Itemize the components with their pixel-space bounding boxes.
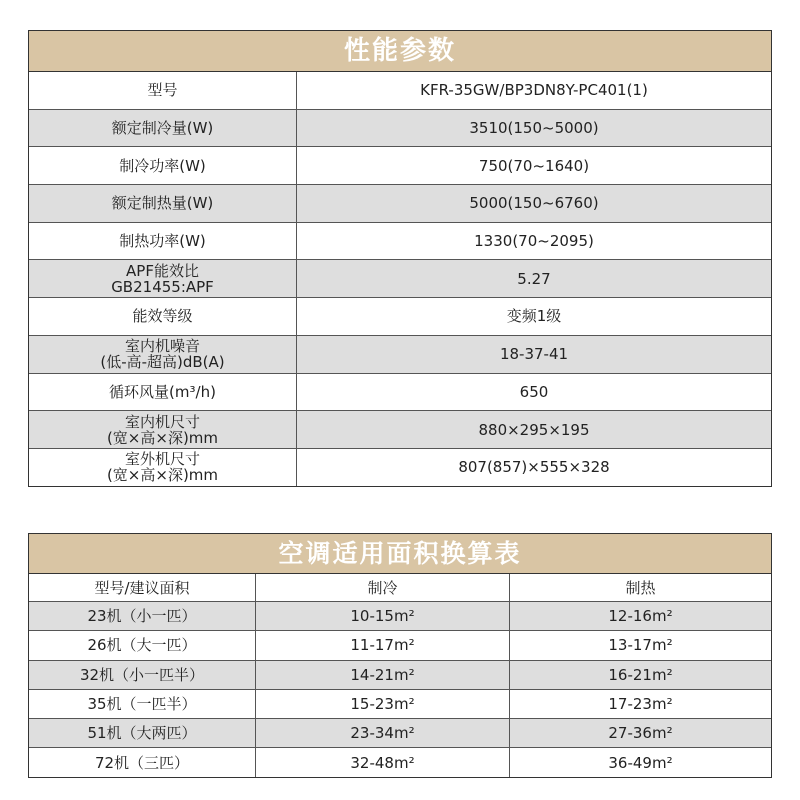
spec-table <box>28 30 772 487</box>
spec-value: KFR-35GW/BP3DN8Y-PC401(1) <box>420 81 648 100</box>
spec-label: 制热功率(W) <box>29 223 297 260</box>
area-cooling: 15-23m² <box>256 690 510 718</box>
area-cooling: 14-21m² <box>256 661 510 689</box>
spec-row <box>29 336 771 374</box>
spec-row <box>29 185 771 223</box>
header-model: 型号/建议面积 <box>29 574 256 601</box>
header-heating: 制热 <box>625 578 656 597</box>
area-row <box>29 690 771 719</box>
area-model: 23机（小一匹） <box>29 602 256 630</box>
spec-label: APF能效比 GB21455:APF <box>29 260 297 297</box>
spec-row <box>29 374 771 412</box>
area-heating: 12-16m² <box>608 607 673 626</box>
spec-row <box>29 110 771 148</box>
area-table-body <box>29 602 771 777</box>
spec-value: 650 <box>519 382 549 401</box>
spec-value: 880×295×195 <box>478 420 590 439</box>
header-cooling: 制冷 <box>256 574 510 601</box>
area-model: 26机（大一匹） <box>29 631 256 659</box>
spec-label: 室内机尺寸 (宽×高×深)mm <box>29 411 297 448</box>
spec-row <box>29 411 771 449</box>
spec-value: 18-37-41 <box>499 345 569 364</box>
area-row <box>29 748 771 776</box>
spec-value: 807(857)×555×328 <box>458 458 610 477</box>
spec-label: 额定制热量(W) <box>29 185 297 222</box>
area-table-title: 空调适用面积换算表 <box>29 534 771 574</box>
spec-label: 制冷功率(W) <box>29 147 297 184</box>
spec-value: 3510(150~5000) <box>469 119 599 138</box>
spec-row <box>29 147 771 185</box>
area-model: 72机（三匹） <box>29 748 256 776</box>
spec-label: 循环风量(m³/h) <box>29 374 297 411</box>
spec-value: 变频1级 <box>506 307 562 326</box>
spec-value: 5000(150~6760) <box>469 194 599 213</box>
spec-row <box>29 223 771 261</box>
area-row <box>29 661 771 690</box>
spec-row <box>29 260 771 298</box>
area-row <box>29 631 771 660</box>
spec-label: 型号 <box>29 72 297 109</box>
area-cooling: 23-34m² <box>256 719 510 747</box>
spec-table-body <box>29 72 771 486</box>
spec-value: 750(70~1640) <box>478 156 590 175</box>
area-heating: 27-36m² <box>608 724 673 743</box>
area-heating: 36-49m² <box>608 753 673 772</box>
spec-row <box>29 298 771 336</box>
area-row <box>29 602 771 631</box>
spec-label: 能效等级 <box>29 298 297 335</box>
area-cooling: 11-17m² <box>256 631 510 659</box>
area-cooling: 32-48m² <box>256 748 510 776</box>
spec-value: 5.27 <box>517 269 551 288</box>
spec-label: 室外机尺寸 (宽×高×深)mm <box>29 449 297 486</box>
area-model: 32机（小一匹半） <box>29 661 256 689</box>
area-heating: 13-17m² <box>608 636 673 655</box>
spec-value: 1330(70~2095) <box>474 232 594 251</box>
area-model: 51机（大两匹） <box>29 719 256 747</box>
spec-row <box>29 449 771 486</box>
area-table-header-row <box>29 574 771 602</box>
area-model: 35机（一匹半） <box>29 690 256 718</box>
area-table <box>28 533 772 778</box>
area-row <box>29 719 771 748</box>
spec-row <box>29 72 771 110</box>
area-cooling: 10-15m² <box>256 602 510 630</box>
spec-label: 额定制冷量(W) <box>29 110 297 147</box>
spec-label: 室内机噪音 (低-高-超高)dB(A) <box>29 336 297 373</box>
area-heating: 16-21m² <box>608 665 673 684</box>
spec-table-title: 性能参数 <box>29 31 771 72</box>
area-heating: 17-23m² <box>608 695 673 714</box>
